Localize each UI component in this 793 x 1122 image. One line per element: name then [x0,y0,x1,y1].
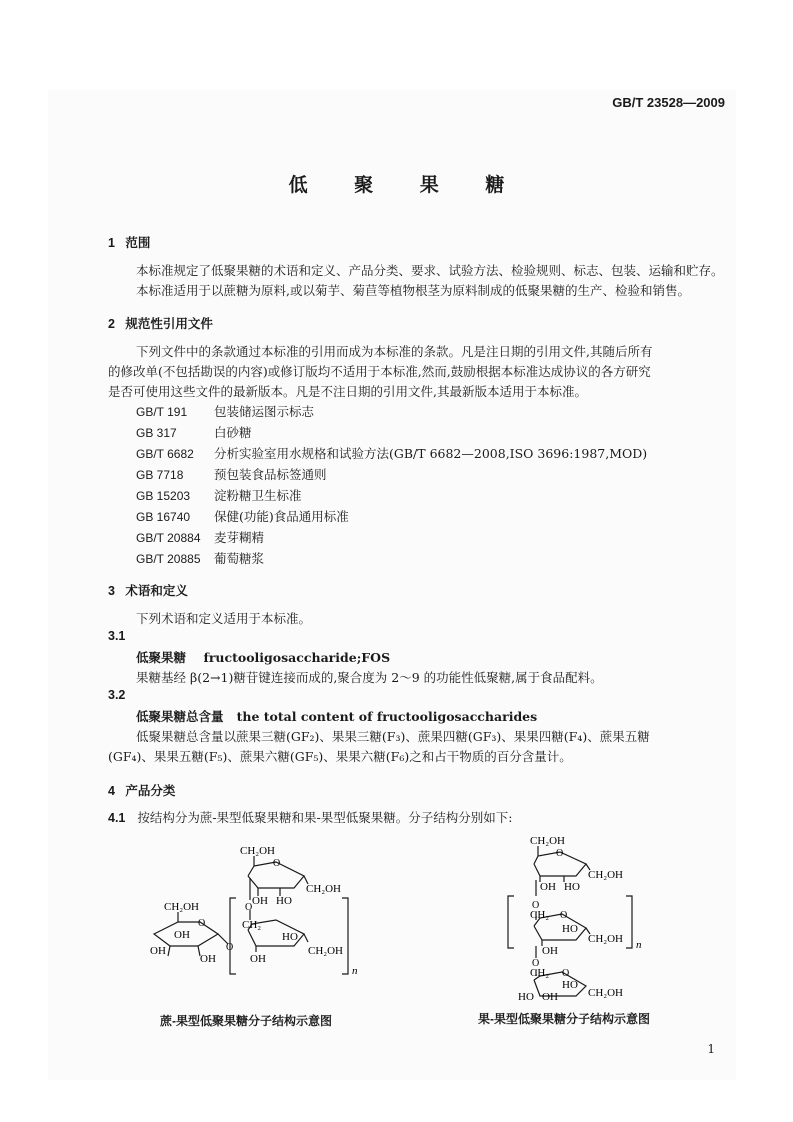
reference-code: GB 7718 [136,468,184,482]
ch2-label: CH₂ [530,967,550,979]
reference-code: GB 15203 [136,489,191,503]
reference-title: 预包装食品标签通则 [214,467,327,482]
section-1-title: 范围 [125,236,151,250]
ho-label: HO [564,881,580,893]
reference-title: 白砂糖 [214,425,252,440]
reference-item [136,402,314,422]
reference-item [136,486,302,506]
ho-label: HO [276,895,292,907]
section-3-number: 3 [108,584,115,598]
section-4-number: 4 [108,784,115,798]
term-3-1-en: fructooligosaccharide;FOS [203,650,391,665]
ring-oxygen-label: O [560,910,568,921]
ff-type-structure-diagram [500,830,670,1002]
section-2-number: 2 [108,317,115,331]
ch2oh-label: CH₂OH [240,845,276,857]
term-3-2-definition-line-1: 低聚果糖总含量以蔗果三糖(GF₂)、果果三糖(F₃)、蔗果四糖(GF₃)、果果四糖(F₄)、蔗果五糖 [136,729,650,744]
reference-title: 葡萄糖浆 [214,551,265,566]
left-figure-caption: 蔗-果型低聚果糖分子结构示意图 [160,1014,332,1028]
reference-title: 保健(功能)食品通用标准 [214,509,349,524]
reference-item [136,507,349,527]
clause-4-1 [108,808,512,828]
section-3-heading [108,581,188,599]
ch2oh-label: CH₂OH [164,901,200,913]
oh-label: OH [542,945,558,957]
ho-label: HO [562,923,578,935]
section-2-intro-line-1: 下列文件中的条款通过本标准的引用而成为本标准的条款。凡是注日期的引用文件,其随后所有 [136,344,653,359]
section-3-intro: 下列术语和定义适用于本标准。 [136,611,312,626]
section-2-title: 规范性引用文件 [125,317,213,331]
ho-label: HO [282,931,298,943]
oh-label: OH [250,953,266,965]
repeat-n-label: n [636,939,642,951]
link-oxygen-label: O [532,958,540,969]
section-2-intro-line-2: 的修改单(不包括勘误的内容)或修订版均不适用于本标准,然而,鼓励根据本标准达成协议的各方研究 [108,364,651,379]
ch2oh-label: CH₂OH [530,835,566,847]
term-3-2-en: the total content of fructooligosaccharides [236,709,538,724]
section-2-intro-line-3: 是否可使用这些文件的最新版本。凡是不注日期的引用文件,其最新版本适用于本标准。 [108,384,587,399]
term-3-1-zh: 低聚果糖 [136,650,187,665]
term-3-2-definition-line-2: (GF₄)、果果五糖(F₅)、蔗果六糖(GF₅)、果果六糖(F₆)之和占干物质的百分含量计。 [108,749,572,764]
term-3-1-number: 3.1 [108,629,126,643]
clause-4-1-text: 按结构分为蔗-果型低聚果糖和果-果型低聚果糖。分子结构分别如下: [137,810,513,825]
term-3-2-zh: 低聚果糖总含量 [136,709,224,724]
repeat-n-label: n [352,965,358,977]
reference-code: GB 317 [136,426,177,440]
right-figure-caption: 果-果型低聚果糖分子结构示意图 [478,1012,650,1026]
reference-code: GB/T 20884 [136,531,201,545]
section-1-paragraph-1: 本标准规定了低聚果糖的术语和定义、产品分类、要求、试验方法、检验规则、标志、包装、运输和贮存。 [136,263,724,278]
section-4-heading [108,781,175,799]
document-title: 低 聚 果 糖 [288,174,525,196]
reference-code: GB/T 20885 [136,552,201,566]
ring-oxygen-label: O [556,848,564,859]
clause-4-1-number: 4.1 [108,811,126,825]
ch2oh-label: CH₂OH [588,869,624,881]
oh-label: OH [252,895,268,907]
section-3-title: 术语和定义 [125,584,188,598]
ch2-label: CH₂ [530,909,550,921]
reference-item [136,423,252,443]
ch2oh-label: CH₂OH [588,933,624,945]
reference-item [136,465,327,485]
ch2oh-label: CH₂OH [306,883,342,895]
link-oxygen-label: O [245,902,253,913]
reference-item [136,444,647,464]
reference-code: GB/T 6682 [136,447,194,461]
ring-oxygen-label: O [273,858,281,869]
gf-type-structure-diagram [140,838,380,1000]
reference-item [136,528,264,548]
term-3-1-name [136,648,390,668]
page-number: 1 [707,1042,715,1056]
section-4-title: 产品分类 [125,784,176,798]
link-oxygen-label: O [532,900,540,911]
ch2oh-label: CH₂OH [308,945,344,957]
section-1-number: 1 [108,236,115,250]
ho-label: HO [518,991,534,1002]
reference-title: 淀粉糖卫生标准 [214,488,302,503]
oh-label: OH [174,929,190,941]
ho-label: HO [562,979,578,991]
standard-code: GB/T 23528—2009 [612,95,725,110]
ch2-label: CH₂ [242,919,262,931]
oh-label: OH [200,953,216,965]
section-1-heading [108,233,150,251]
reference-code: GB 16740 [136,510,191,524]
ring-oxygen-label: O [198,918,206,929]
oh-label: OH [542,991,558,1002]
reference-item [136,549,264,569]
reference-title: 麦芽糊精 [214,530,265,545]
ring-oxygen-label: O [562,968,570,979]
reference-title: 分析实验室用水规格和试验方法(GB/T 6682—2008,ISO 3696:1987,MOD) [214,446,648,461]
reference-code: GB/T 191 [136,405,188,419]
term-3-1-definition: 果糖基经 β(2→1)糖苷键连接而成的,聚合度为 2～9 的功能性低聚糖,属于食品配料。 [136,670,603,685]
oh-label: OH [540,881,556,893]
reference-title: 包装储运图示标志 [214,404,315,419]
link-oxygen-label: O [226,942,234,953]
section-1-paragraph-2: 本标准适用于以蔗糖为原料,或以菊芋、菊苣等植物根茎为原料制成的低聚果糖的生产、检验和销售。 [136,283,690,298]
section-2-heading [108,314,213,332]
ch2oh-label: CH₂OH [588,987,624,999]
term-3-2-number: 3.2 [108,688,126,702]
oh-label: OH [150,945,166,957]
term-3-2-name [136,707,537,727]
